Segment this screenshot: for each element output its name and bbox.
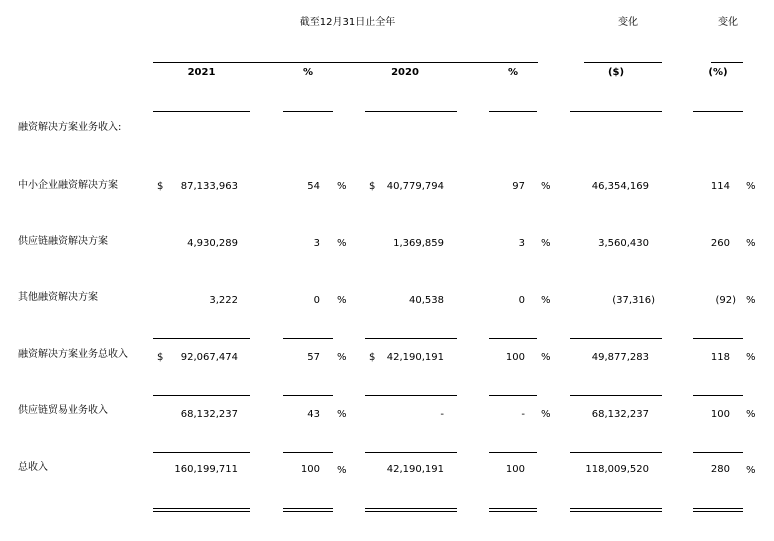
change-value: 3,560,430 xyxy=(598,238,649,249)
pct-sign-2021: % xyxy=(337,465,347,476)
value-2021: 3,222 xyxy=(209,295,238,306)
change-header: 变化 xyxy=(618,17,638,28)
period-header: 截至12月31日止全年 xyxy=(299,17,396,28)
pct-sign-2020: % xyxy=(541,181,551,192)
col-change-header: ($) xyxy=(607,67,625,78)
pct-2021: 0 xyxy=(313,295,320,306)
double-rule xyxy=(283,508,333,512)
currency-2021: $ xyxy=(157,352,164,363)
subtotal-rule xyxy=(570,338,662,339)
rule xyxy=(283,111,333,112)
subtotal-rule xyxy=(153,338,250,339)
total-rule xyxy=(489,452,537,453)
change-value: 49,877,283 xyxy=(591,352,649,363)
rule xyxy=(570,111,662,112)
rule xyxy=(489,395,537,396)
row-label: 供应链融资解决方案 xyxy=(18,236,108,247)
total-rule xyxy=(153,452,250,453)
change-header-rule xyxy=(584,62,662,63)
value-2021: 68,132,237 xyxy=(180,409,238,420)
rule xyxy=(283,395,333,396)
col-2020-pct-header: % xyxy=(507,67,519,78)
total-rule xyxy=(693,452,743,453)
row-label: 供应链贸易业务收入 xyxy=(18,405,108,416)
value-2021: 92,067,474 xyxy=(180,352,238,363)
change-pct: (92) xyxy=(715,295,736,306)
pct-sign-2020: % xyxy=(541,352,551,363)
pct-sign-2020: % xyxy=(541,295,551,306)
double-rule xyxy=(693,508,743,512)
currency-2020: $ xyxy=(369,352,376,363)
pct-sign-2021: % xyxy=(337,181,347,192)
pct-2021: 54 xyxy=(307,181,320,192)
double-rule xyxy=(365,508,457,512)
subtotal-rule xyxy=(693,338,743,339)
value-2021: 160,199,711 xyxy=(174,464,238,475)
change-pct: 260 xyxy=(710,238,730,249)
rule xyxy=(365,395,457,396)
double-rule xyxy=(489,508,537,512)
change-value: 68,132,237 xyxy=(591,409,649,420)
subtotal-rule xyxy=(283,338,333,339)
subtotal-rule xyxy=(365,338,457,339)
value-2021: 4,930,289 xyxy=(187,238,238,249)
section-title: 融资解决方案业务收入: xyxy=(18,122,122,133)
currency-2020: $ xyxy=(369,181,376,192)
change-value: 118,009,520 xyxy=(585,464,649,475)
change-pct-header-rule xyxy=(711,62,743,63)
pct-sign-2020: % xyxy=(541,409,551,420)
rule xyxy=(570,395,662,396)
total-rule xyxy=(570,452,662,453)
value-2021: 87,133,963 xyxy=(180,181,238,192)
value-2020: 42,190,191 xyxy=(386,464,444,475)
currency-2021: $ xyxy=(157,181,164,192)
pct-sign-2021: % xyxy=(337,409,347,420)
pct-2020: 3 xyxy=(518,238,525,249)
pct-sign-2020: % xyxy=(541,238,551,249)
change-value: (37,316) xyxy=(612,295,655,306)
total-rule xyxy=(283,452,333,453)
rule xyxy=(365,111,457,112)
change-value: 46,354,169 xyxy=(591,181,649,192)
period-header-rule xyxy=(153,62,538,63)
pct-2021: 57 xyxy=(307,352,320,363)
value-2020: - xyxy=(440,409,444,420)
pct-sign-2021: % xyxy=(337,238,347,249)
change-pct-sign: % xyxy=(746,352,756,363)
pct-2020: 100 xyxy=(505,352,525,363)
change-pct-sign: % xyxy=(746,181,756,192)
pct-2021: 3 xyxy=(313,238,320,249)
pct-2020: 97 xyxy=(512,181,525,192)
pct-sign-2021: % xyxy=(337,295,347,306)
value-2020: 1,369,859 xyxy=(393,238,444,249)
rule xyxy=(693,395,743,396)
row-label: 融资解决方案业务总收入 xyxy=(18,349,128,360)
total-rule xyxy=(365,452,457,453)
pct-2020: 0 xyxy=(518,295,525,306)
change-pct-sign: % xyxy=(746,409,756,420)
rule xyxy=(153,111,250,112)
row-label: 总收入 xyxy=(18,462,48,473)
change-pct-sign: % xyxy=(746,238,756,249)
col-change-pct-header: (%) xyxy=(708,67,728,78)
col-2021-header: 2021 xyxy=(187,67,216,78)
change-pct: 118 xyxy=(710,352,730,363)
pct-sign-2021: % xyxy=(337,352,347,363)
row-label: 其他融资解决方案 xyxy=(18,292,98,303)
row-label: 中小企业融资解决方案 xyxy=(18,180,118,191)
rule xyxy=(693,111,743,112)
double-rule xyxy=(153,508,250,512)
rule xyxy=(489,111,537,112)
pct-2020: - xyxy=(521,409,525,420)
change-pct-sign: % xyxy=(746,295,756,306)
change-pct: 100 xyxy=(710,409,730,420)
change-pct: 280 xyxy=(710,464,730,475)
col-2020-header: 2020 xyxy=(391,67,419,78)
rule xyxy=(153,395,250,396)
pct-2021: 100 xyxy=(300,464,320,475)
value-2020: 40,538 xyxy=(409,295,444,306)
pct-2021: 43 xyxy=(307,409,320,420)
pct-2020: 100 xyxy=(505,464,525,475)
change-pct-sign: % xyxy=(746,465,756,476)
subtotal-rule xyxy=(489,338,537,339)
change-pct-header: 变化 xyxy=(718,17,738,28)
value-2020: 40,779,794 xyxy=(386,181,444,192)
col-2021-pct-header: % xyxy=(302,67,314,78)
double-rule xyxy=(570,508,662,512)
change-pct: 114 xyxy=(710,181,730,192)
value-2020: 42,190,191 xyxy=(386,352,444,363)
